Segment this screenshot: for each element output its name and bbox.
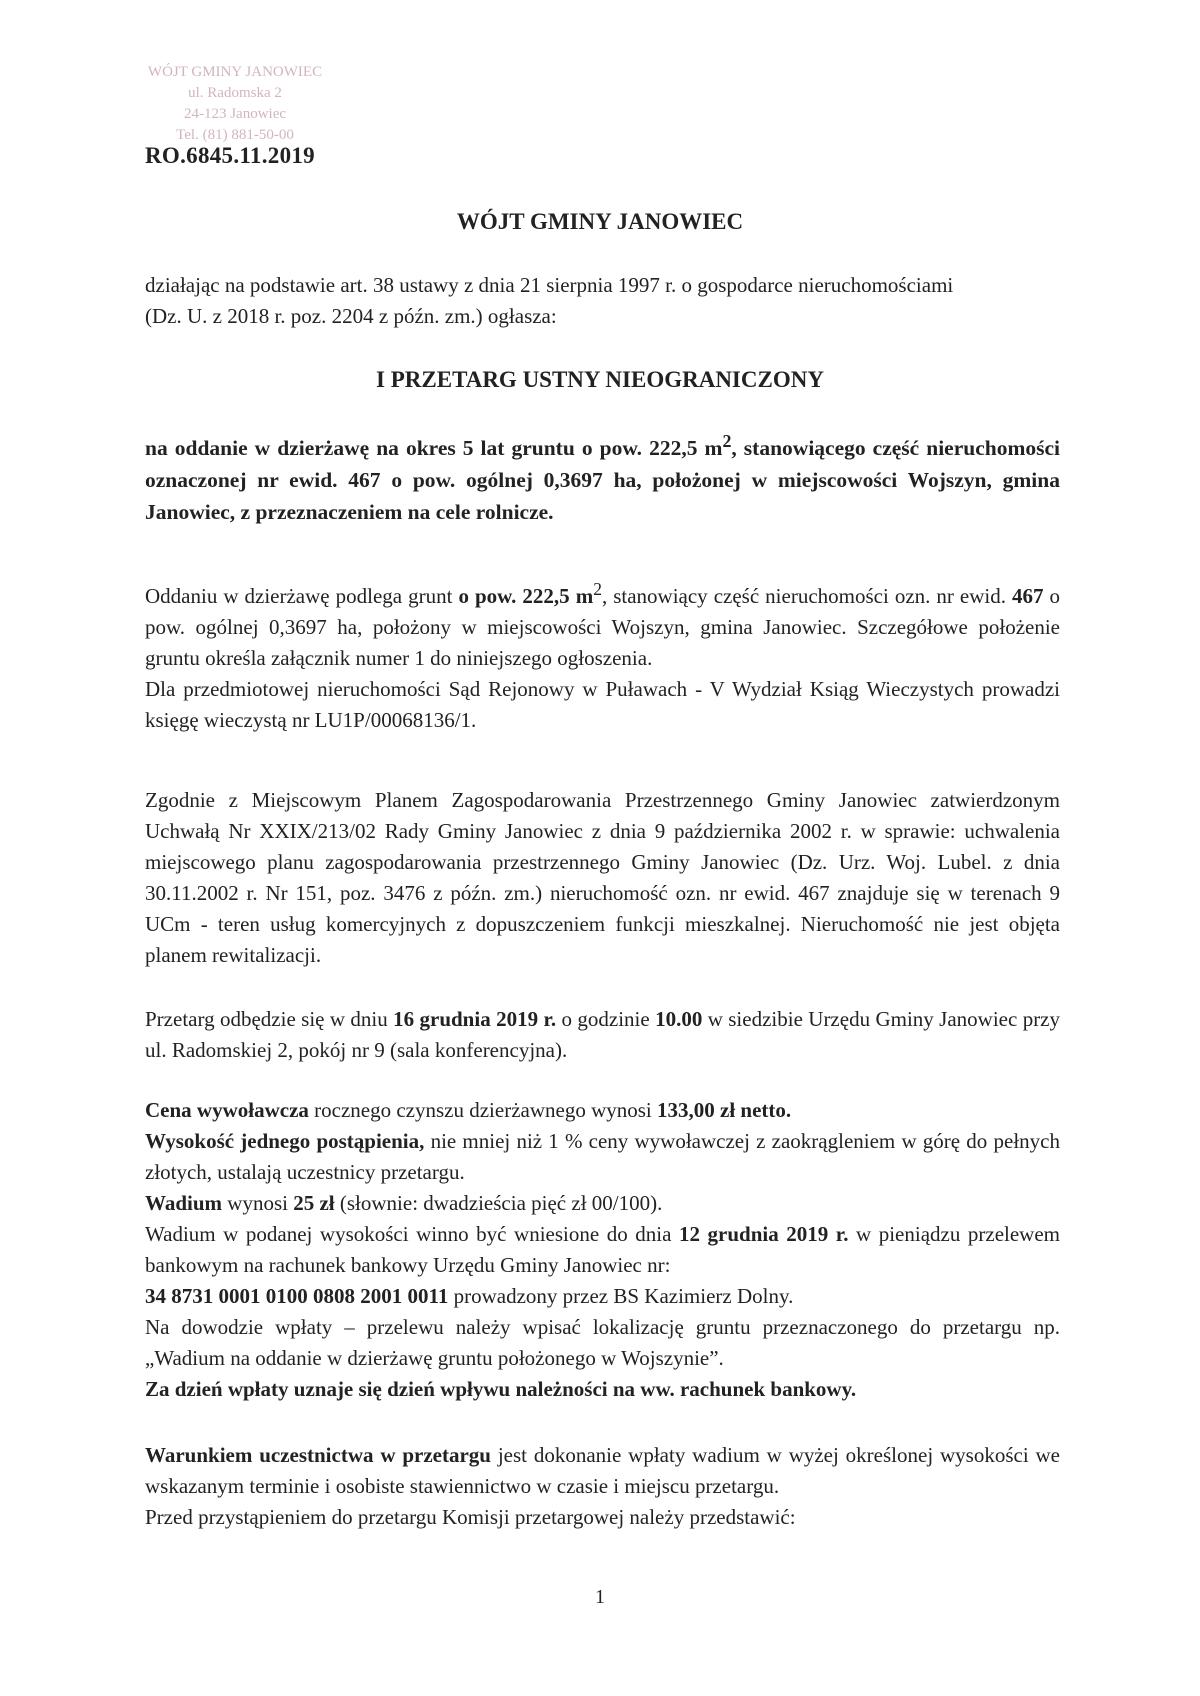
terms-block (145, 1095, 1060, 1405)
price-value: 133,00 zł netto. (657, 1098, 792, 1122)
bold-text: Za dzień wpłaty uznaje się dzień wpływu należności na ww. rachunek bankowy. (145, 1377, 857, 1401)
land-register-line: Dla przedmiotowej nieruchomości Sąd Rejonowy w Puławach - V Wydział Ksiąg Wieczystych prowadzi księgę wieczystą nr LU1P/00068136/1. (145, 677, 1060, 732)
reference-number: RO.6845.11.2019 (145, 143, 315, 168)
subject-text: , stanowiącego część nieruchomości oznaczonej nr ewid. 467 o pow. ogólnej 0,3697 ha, położonej w miejscowości Wojszyn, gmina Janowiec, z przeznaczeniem na cele rolnicze. (145, 436, 1061, 525)
text: prowadzony przez BS Kazimierz Dolny. (448, 1284, 794, 1308)
text: w pieniądzu przelewem bankowym na rachunek bankowy Urzędu Gminy Janowiec nr: (145, 1222, 1060, 1277)
bold-text: 467 (1012, 584, 1044, 608)
text: , stanowiący część nieruchomości ozn. nr ewid. (601, 584, 1012, 608)
participation-paragraph (145, 1440, 1060, 1533)
text: nie mniej niż 1 % ceny wywoławczej z zaokrągleniem w górę do pełnych złotych, ustalają uczestnicy przetargu. (145, 1129, 1060, 1184)
bold-text: o pow. 222,5 m (458, 584, 594, 608)
price-line (145, 1095, 1060, 1126)
bold-text: Wysokość jednego postąpienia, (145, 1129, 425, 1153)
office-stamp (105, 62, 365, 146)
text: wynosi (222, 1191, 294, 1215)
text: Przetarg odbędzie się w dniu (145, 1007, 394, 1031)
text: jest dokonanie wpłaty wadium w wyżej określonej wysokości we wskazanym terminie i osobiste stawiennictwo w czasie i miejscu przetargu. (145, 1443, 1061, 1498)
deposit-value: 25 zł (293, 1191, 335, 1215)
deposit-payment-line (145, 1219, 1060, 1281)
stamp-line: WÓJT GMINY JANOWIEC (147, 64, 323, 80)
bank-account-number: 34 8731 0001 0100 0808 2001 0011 (145, 1284, 449, 1308)
zoning-paragraph: Zgodnie z Miejscowym Planem Zagospodarowania Przestrzennego Gminy Janowiec zatwierdzonym Uchwałą Nr XXIX/213/02 Rady Gminy Janowiec z dnia 9 października 2002 r. w sprawie: uchwalenia miejscowego planu zagospodarowania przestrzennego Gminy Janowiec (Dz. Urz. Woj. Lubel. z dnia 30.11.2002 r. Nr 151, poz. 3476 z późn. zm.) nieruchomość ozn. nr ewid. 467 znajduje się w terenach 9 UCm - teren usług komercyjnych z dopuszczeniem funkcji mieszkalnej. Nieruchomość nie jest objęta planem rewitalizacji. (145, 788, 1060, 967)
subject-paragraph (145, 425, 1060, 528)
text: w siedzibie Urzędu Gminy Janowiec przy ul. Radomskiej 2, pokój nr 9 (sala konferencyjna). (145, 1007, 1061, 1062)
auction-date: 16 grudnia 2019 r. (393, 1007, 557, 1031)
bold-text: Warunkiem uczestnictwa w przetargu (145, 1443, 491, 1467)
deposit-line (145, 1188, 1060, 1219)
intro-paragraph (145, 270, 1060, 332)
deposit-deadline: 12 grudnia 2019 r. (678, 1222, 849, 1246)
increment-line (145, 1126, 1060, 1188)
stamp-line: ul. Radomska 2 (188, 85, 282, 101)
bold-text: Wadium (145, 1191, 223, 1215)
stamp-line: 24-123 Janowiec (183, 106, 287, 122)
account-line (145, 1281, 1060, 1312)
participation-line: Przed przystąpieniem do przetargu Komisji przetargowej należy przedstawić: (145, 1505, 796, 1529)
intro-line: (Dz. U. z 2018 r. poz. 2204 z późn. zm.) ogłasza: (145, 304, 557, 328)
page-number: 1 (595, 1586, 605, 1608)
transfer-note: Na dowodzie wpłaty – przelewu należy wpisać lokalizację gruntu przeznaczonego do przetargu np. „Wadium na oddanie w dzierżawę gruntu położonego w Wojszynie”. (145, 1315, 1060, 1370)
text: Wadium w podanej wysokości winno być wniesione do dnia (145, 1222, 679, 1246)
stamp-line: Tel. (81) 881-50-00 (176, 127, 294, 143)
intro-line: działając na podstawie art. 38 ustawy z dnia 21 sierpnia 1997 r. o gospodarce nieruchomościami (145, 273, 954, 297)
text: Oddaniu w dzierżawę podlega grunt (145, 584, 459, 608)
superscript: 2 (722, 431, 732, 451)
auction-time-paragraph (145, 1004, 1060, 1066)
auction-hour: 10.00 (655, 1007, 703, 1031)
payment-date-note (145, 1374, 1060, 1405)
text: o godzinie (556, 1007, 656, 1031)
subject-text: na oddanie w dzierżawę na okres 5 lat gruntu o pow. 222,5 m (145, 436, 723, 461)
text: o pow. ogólnej 0,3697 ha, położony w miejscowości Wojszyn, gmina Janowiec. Szczegółowe położenie gruntu określa załącznik numer 1 do niniejszego ogłoszenia. (145, 584, 1061, 670)
text: (słownie: dwadzieścia pięć zł 00/100). (334, 1191, 663, 1215)
bold-text: Cena wywoławcza (145, 1098, 309, 1122)
text: rocznego czynszu dzierżawnego wynosi (308, 1098, 658, 1122)
document-title: WÓJT GMINY JANOWIEC (456, 209, 744, 234)
announcement-title: I PRZETARG USTNY NIEOGRANICZONY (376, 367, 824, 392)
superscript: 2 (593, 579, 602, 599)
description-paragraph (145, 574, 1060, 736)
